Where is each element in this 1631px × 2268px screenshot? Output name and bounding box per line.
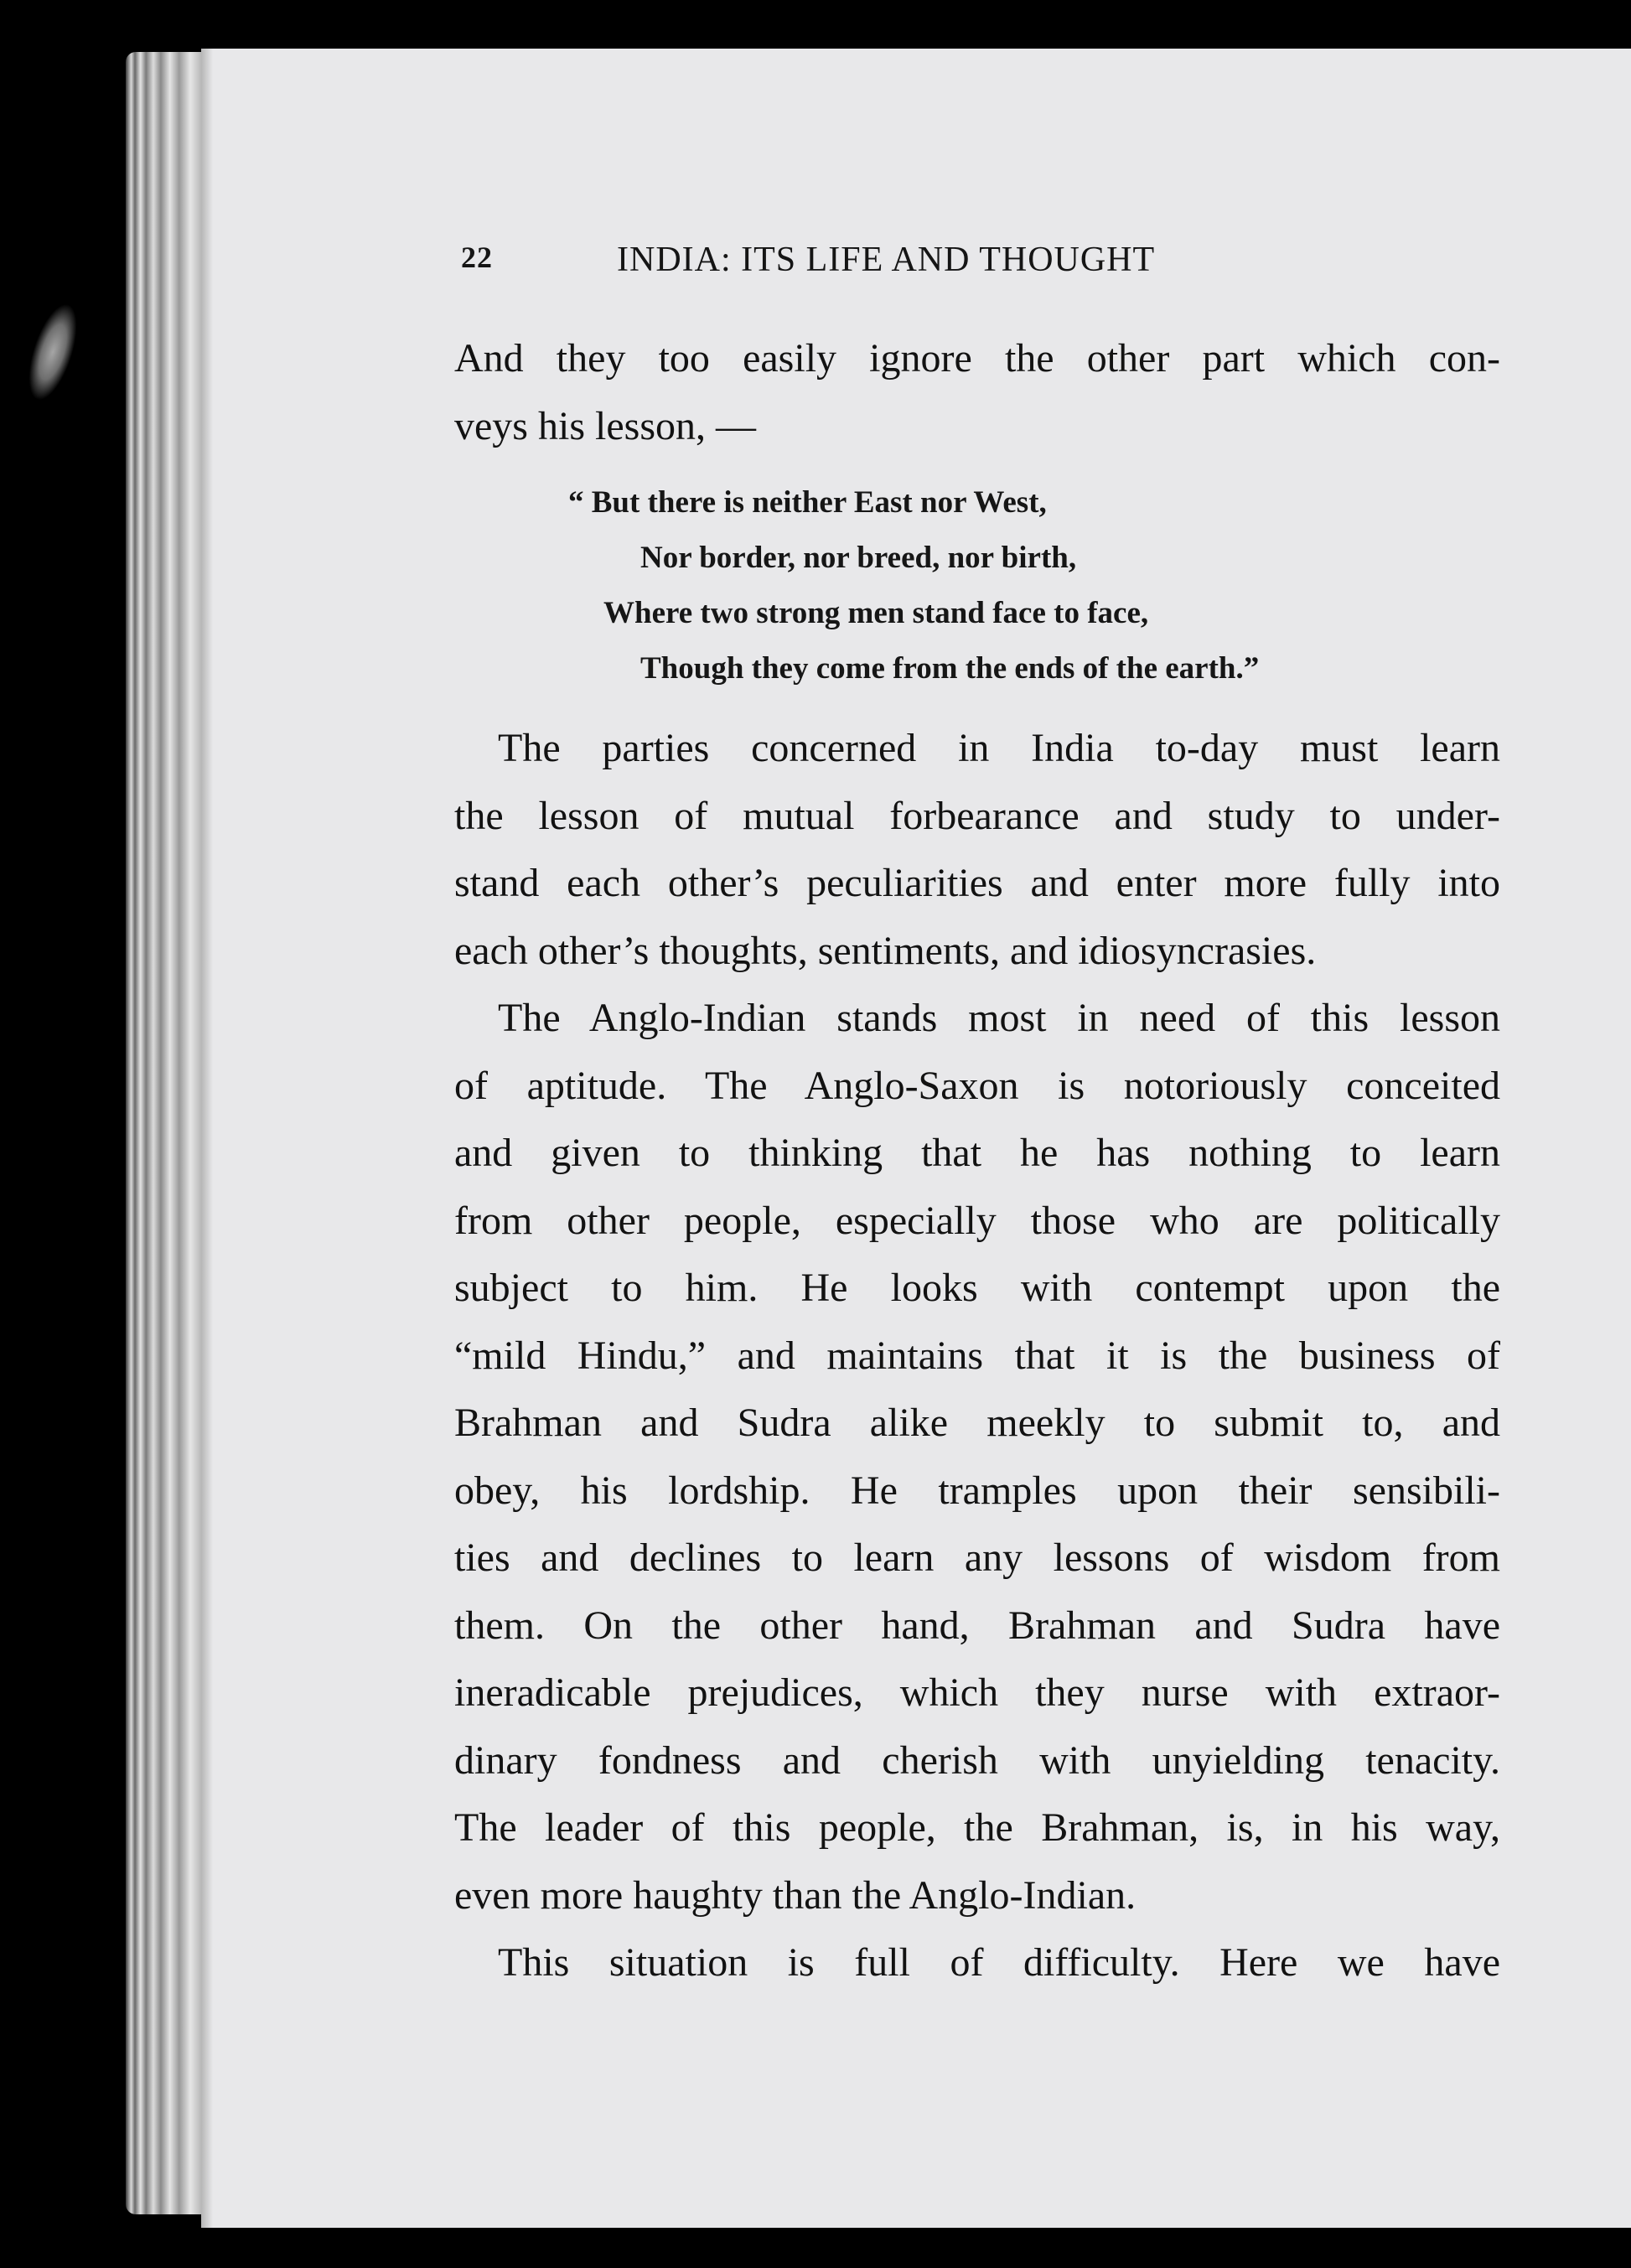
text-line: And they too easily ignore the other part which con-: [454, 336, 1500, 381]
text-line: ties and declines to learn any lessons of wisdom from: [454, 1535, 1500, 1580]
text-line: dinary fondness and cherish with unyielding tenacity.: [454, 1737, 1500, 1783]
verse-line: Nor border, nor breed, nor birth,: [640, 541, 1077, 575]
page-body: [454, 325, 1500, 1997]
verse-quotation: [454, 475, 1500, 696]
verse-line: Where two strong men stand face to face,: [603, 596, 1149, 630]
page-number: 22: [461, 241, 493, 274]
text-line: obey, his lordship. He tramples upon their sensibili-: [454, 1468, 1500, 1513]
text-line: them. On the other hand, Brahman and Sudra have: [454, 1603, 1500, 1648]
paragraph: [454, 715, 1500, 985]
text-line: The leader of this people, the Brahman, is, in his way,: [454, 1805, 1500, 1850]
text-line: ineradicable prejudices, which they nurse with extraor-: [454, 1670, 1500, 1715]
verse-line: “ But there is neither East nor West,: [568, 485, 1047, 520]
text-line: The parties concerned in India to-day must learn: [498, 726, 1500, 770]
scan-smudge: [19, 298, 87, 406]
verse-line: Though they come from the ends of the earth.”: [640, 651, 1260, 686]
text-line: even more haughty than the Anglo-Indian.: [454, 1872, 1137, 1918]
text-line: each other’s thoughts, sentiments, and idiosyncrasies.: [454, 928, 1317, 973]
running-head: INDIA: ITS LIFE AND THOUGHT: [617, 241, 1156, 279]
text-line: subject to him. He looks with contempt upon the: [454, 1266, 1500, 1310]
paragraph: [454, 985, 1500, 1929]
text-line: The Anglo-Indian stands most in need of this lesson: [498, 996, 1500, 1040]
page-header: [210, 240, 1500, 290]
text-line: veys his lesson, —: [454, 403, 756, 448]
text-line: of aptitude. The Anglo-Saxon is notoriously conceited: [454, 1063, 1500, 1108]
text-line: stand each other’s peculiarities and enter more fully into: [454, 861, 1500, 905]
text-line: and given to thinking that he has nothing to learn: [454, 1131, 1500, 1175]
paragraph: [454, 1929, 1500, 1997]
text-line: “mild Hindu,” and maintains that it is the business of: [454, 1333, 1500, 1378]
text-line: from other people, especially those who are politically: [454, 1198, 1500, 1243]
text-line: This situation is full of difficulty. Here we have: [498, 1940, 1500, 1985]
text-line: the lesson of mutual forbearance and study to under-: [454, 793, 1500, 838]
text-line: Brahman and Sudra alike meekly to submit to, and: [454, 1401, 1500, 1445]
